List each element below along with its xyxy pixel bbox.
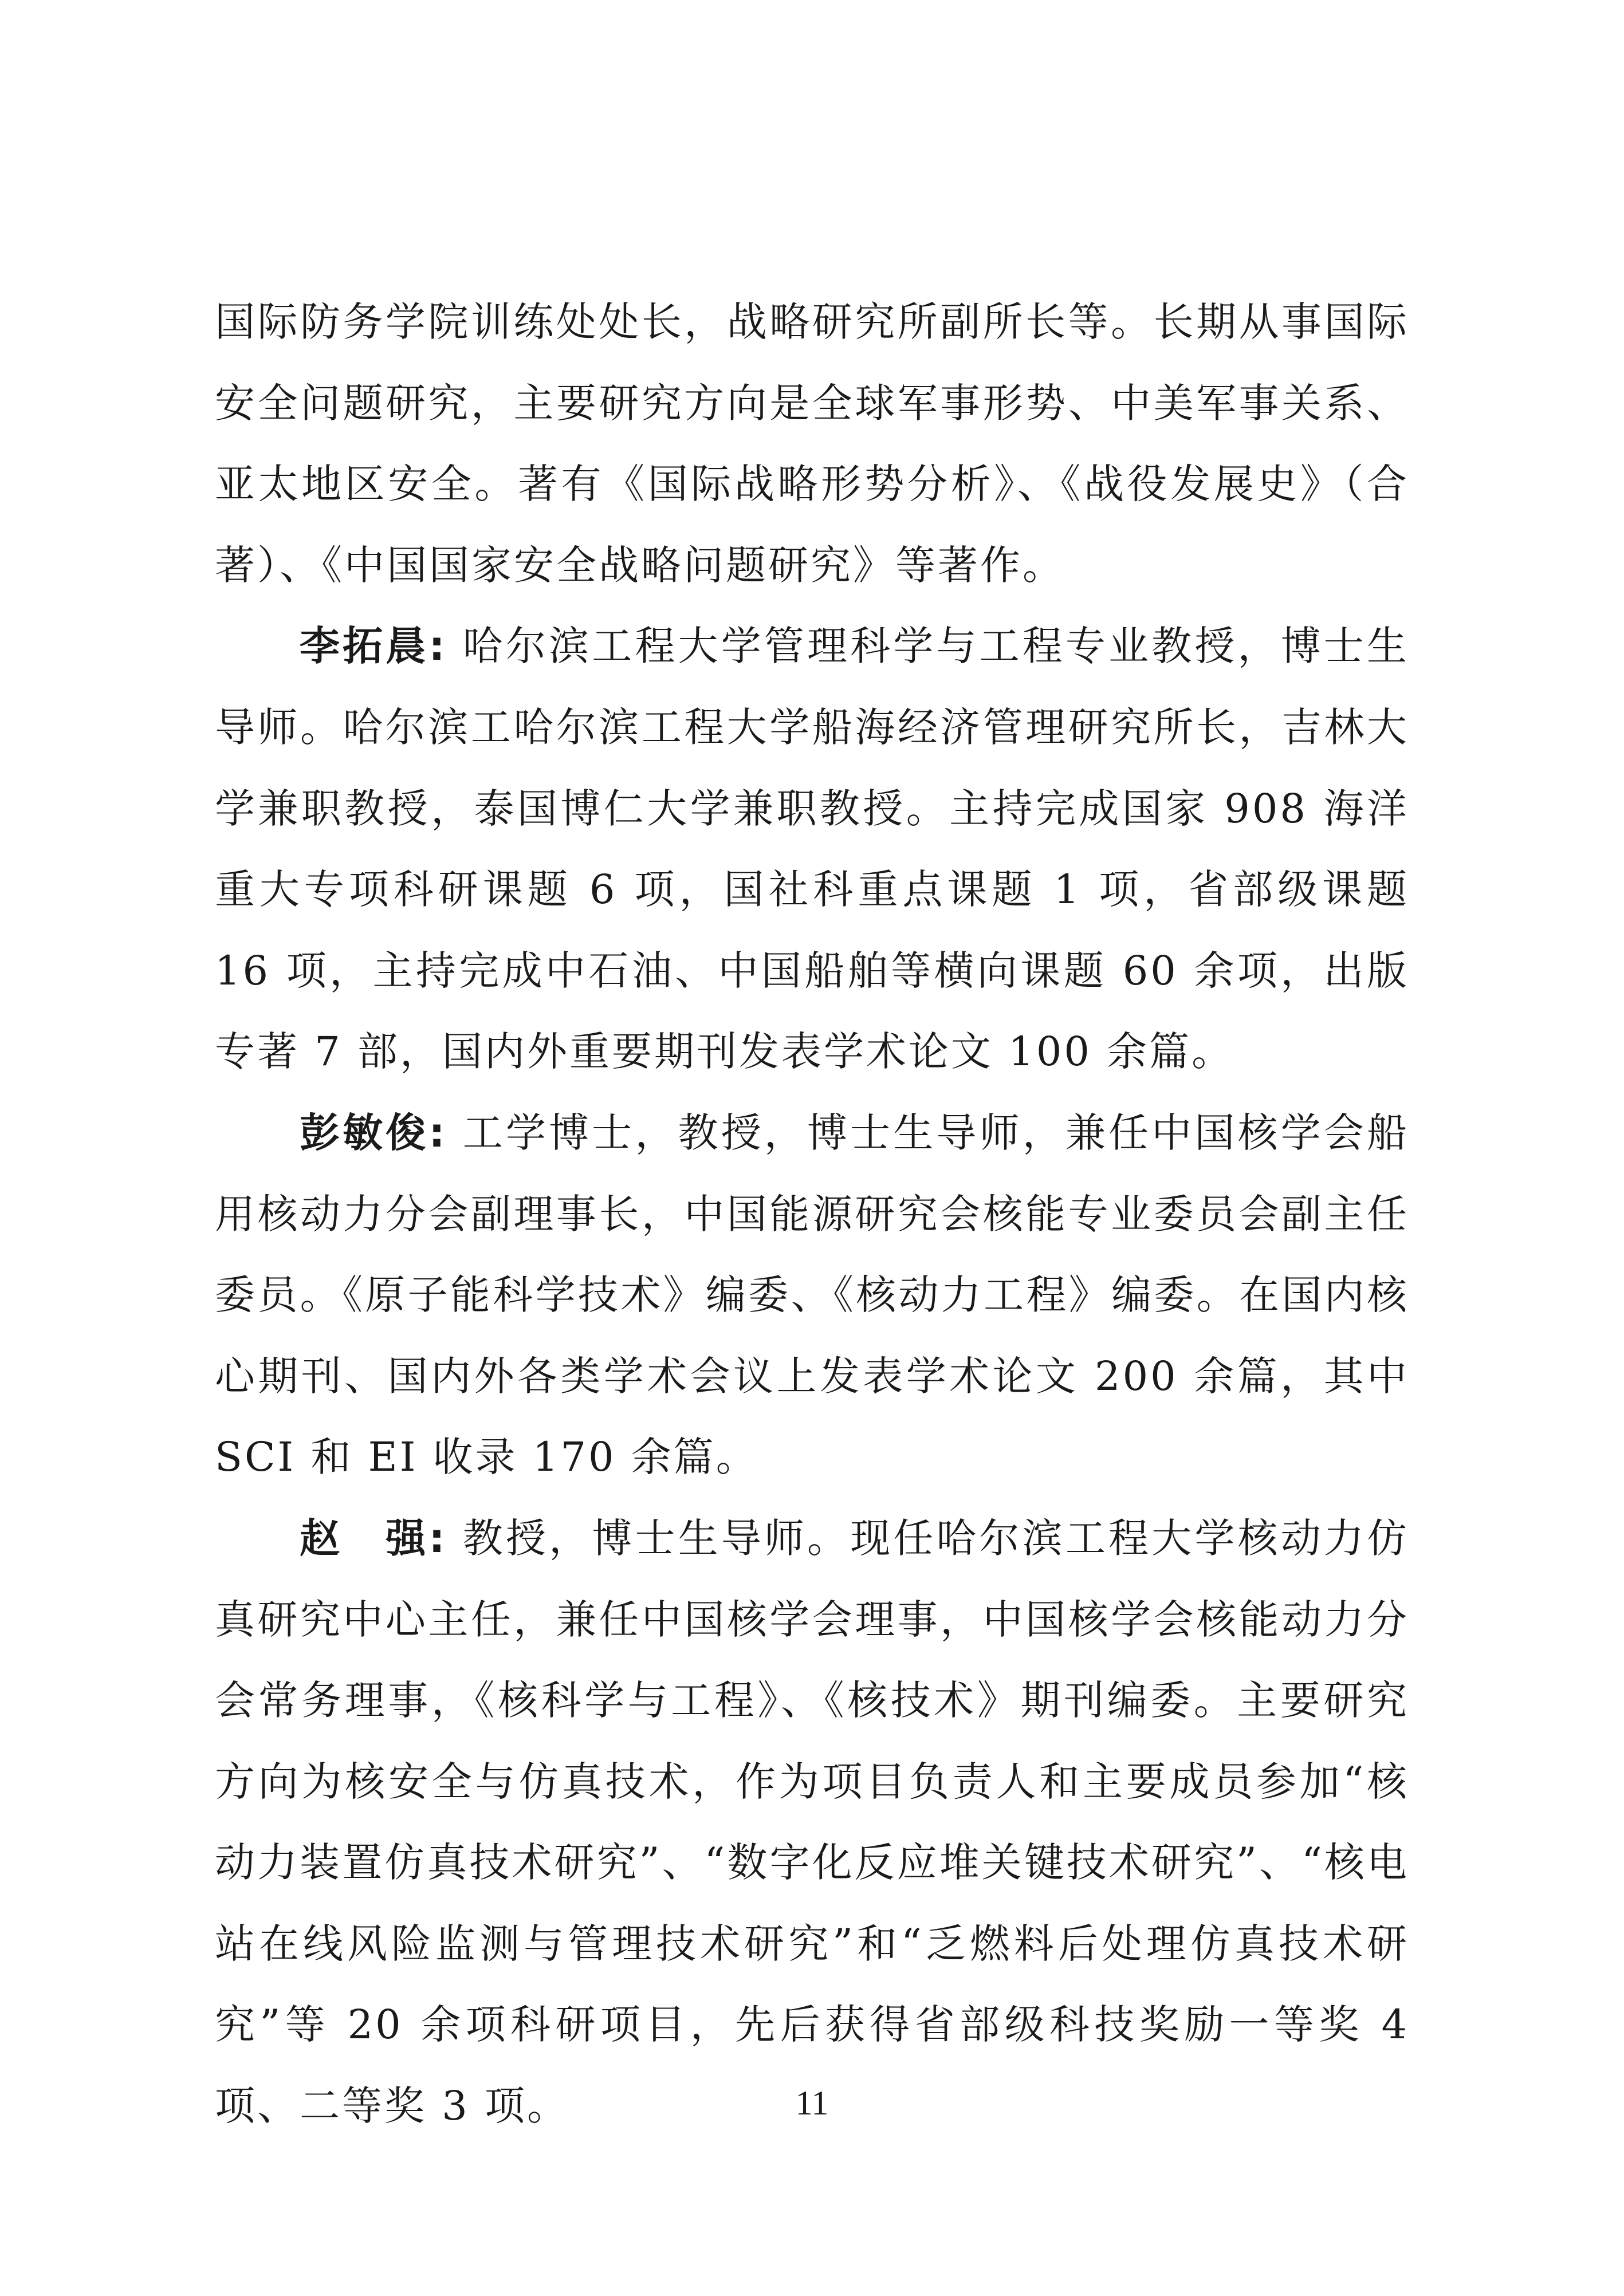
bio-text: 哈尔滨工程大学管理科学与工程专业教授，博士生导师。哈尔滨工哈尔滨工程大学船海经济管理研究所长，吉林大学兼职教授，泰国博仁大学兼职教授。主持完成国家 908 海洋重大专项科研课题 6 项，国社科重点课题 1 项，省部级课题 16 项，主持完成中石油、中国船舶等横向课题 60 余项，出版专著 7 部，国内外重要期刊发表学术论文 100 余篇。 (215, 623, 1410, 1076)
bio-text: 工学博士，教授，博士生导师，兼任中国核学会船用核动力分会副理事长，中国能源研究会核能专业委员会副主任委员。《原子能科学技术》编委、《核动力工程》编委。在国内核心期刊、国内外各类学术会议上发表学术论文 200 余篇，其中 SCI 和 EI 收录 170 余篇。 (215, 1109, 1410, 1481)
page-body (215, 282, 1409, 2147)
paragraph-continuation (215, 282, 1409, 606)
page-number: 11 (795, 2084, 829, 2122)
bio-zhao-qiang (215, 1498, 1409, 2147)
person-name: 李拓晨: (300, 623, 447, 670)
person-name: 赵 强: (300, 1514, 447, 1562)
bio-text: 教授，博士生导师。现任哈尔滨工程大学核动力仿真研究中心主任，兼任中国核学会理事，中国核学会核能动力分会常务理事，《核科学与工程》、《核技术》期刊编委。主要研究方向为核安全与仿真技术，作为项目负责人和主要成员参加“核动力装置仿真技术研究”、“数字化反应堆关键技术研究”、“核电站在线风险监测与管理技术研究”和“乏燃料后处理仿真技术研究”等 20 余项科研项目，先后获得省部级科技奖励一等奖 4 项、二等奖 3 项。 (215, 1514, 1410, 2130)
paragraph-text: 国际防务学院训练处处长，战略研究所副所长等。长期从事国际安全问题研究，主要研究方向是全球军事形势、中美军事关系、亚太地区安全。著有《国际战略形势分析》、《战役发展史》（合著）、《中国国家安全战略问题研究》等著作。 (215, 298, 1409, 589)
bio-peng-minjun (215, 1093, 1409, 1498)
bio-li-tuochen (215, 606, 1409, 1093)
person-name: 彭敏俊: (300, 1109, 447, 1156)
